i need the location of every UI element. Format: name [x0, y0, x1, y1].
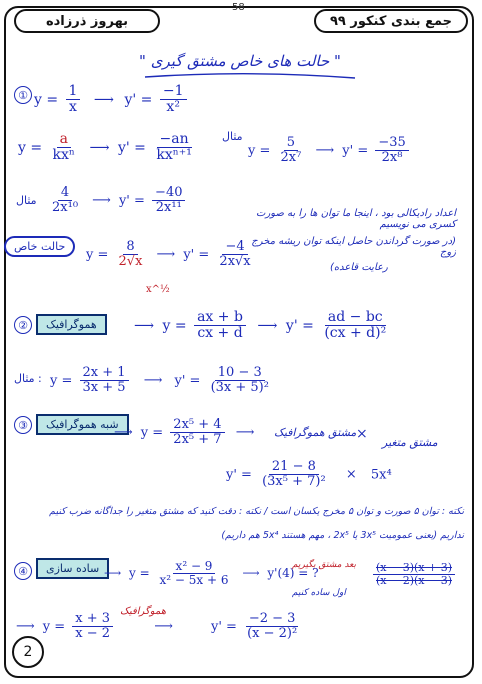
s2-homographic-box: هموگرافیک — [36, 314, 107, 335]
s4-step-note-a: اول ساده کنیم — [292, 588, 346, 598]
s3-arrow-note: مشتق هموگرافیک — [274, 426, 357, 439]
s1-special-case-box: حالت خاص — [4, 236, 75, 257]
page-number: 58 — [232, 2, 245, 13]
s3-formula: ⟶ y = $\frac{\text{2x⁵ + 4}}{\text{2x⁵ + 7}}$ ⟶ — [114, 417, 255, 448]
s3-note-1: نکته : توان ۵ صورت و توان ۵ مخرج یکسان است / نکته : دقت کنید که مشتق متغیر را جداگانه ضرب کنیم — [49, 506, 464, 517]
title-underline — [140, 72, 360, 82]
s1-line1: y = $\frac{1}{x}$ ⟶ y' = $\frac{-1}{\text{x²}}$ — [34, 84, 190, 116]
s4-simplify-box: ساده سازی — [36, 558, 109, 579]
s1-hint: x^½ — [146, 284, 170, 295]
s2-formula: ⟶ y = $\frac{ax + b}{cx + d}$ ⟶ y' = $\frac{ad - bc}{\text{(cx + d)²}}$ — [134, 309, 387, 342]
s1-example: y = $\frac{5}{\text{2x⁷}}$ ⟶ y' = $\frac{-35}{\text{2x⁸}}$ — [248, 136, 412, 166]
section-2-number: ② — [14, 316, 32, 334]
s1-line4: y = $\frac{8}{2√x}$ ⟶ y' = $\frac{-4}{2x√x}$ — [86, 239, 251, 270]
s1-note-c: رعایت قاعده) — [330, 262, 388, 273]
s4-cancel: $\frac{(x - 3)(x + 3)}{(x - 2)(x - 3)}$ — [370, 562, 458, 587]
s4-line2-arrow-note: هموگرافیک — [120, 606, 167, 617]
s1-line2: y = $\frac{a}{\text{kxⁿ}}$ ⟶ y' = $\frac{-an}{\text{kxⁿ⁺¹}}$ — [18, 131, 192, 164]
s4-line2: ⟶ y = $\frac{x + 3}{x - 2}$ ⟶ y' = $\frac{-2 - 3}{\text{(x − 2)²}}$ — [16, 611, 298, 642]
page-title: " حالت های خاص مشتق گیری " — [139, 52, 341, 70]
s3-times: × — [356, 426, 368, 442]
s3-note-2: نداریم (یعنی عمومیت 3x⁵ یا 2x⁵ ، مهم هستند 5x⁴ هم داریم) — [221, 530, 464, 541]
s1-example2-label: مثال — [16, 194, 37, 207]
s4-step-note-b: بعد مشتق بگیریم — [292, 560, 357, 570]
section-3-number: ③ — [14, 416, 32, 434]
s2-example-label: مثال : — [14, 372, 42, 385]
s3-quasi-homographic-box: شبه هموگرافیک — [36, 414, 129, 435]
s1-line3: $\frac{4}{\text{2x¹⁰}}$ ⟶ y' = $\frac{-40}{\text{2x¹¹}}$ — [46, 186, 188, 216]
s3-result: y' = $\frac{21 - 8}{\text{(3x⁵ + 7)²}}$ × 5x⁴ — [226, 459, 392, 490]
footer-number: 2 — [12, 636, 44, 668]
s4-formula: ⟶ y = $\frac{\text{x² − 9}}{\text{x² − 5x + 6}}$ ⟶ y'(4) = ? — [104, 559, 319, 588]
s1-note-b: (در صورت گرداندن حاصل اینکه توان ریشه مخرج زوج — [251, 236, 456, 258]
section-1-number: ① — [14, 86, 32, 104]
series-box: جمع بندی کنکور ۹۹ — [314, 9, 468, 33]
s1-note-a: اعداد رادیکالی بود ، اینجا ما توان ها را به صورت کسری می نویسیم — [256, 208, 456, 230]
section-4-number: ④ — [14, 562, 32, 580]
s1-example-label: مثال — [222, 130, 243, 143]
s3-tail-note: مشتق متغیر — [382, 436, 438, 449]
s2-example: y = $\frac{2x + 1}{3x + 5}$ ⟶ y' = $\frac{10 - 3}{\text{(3x + 5)²}}$ — [50, 365, 269, 396]
author-box: بهروز ذرزاده — [14, 9, 160, 33]
